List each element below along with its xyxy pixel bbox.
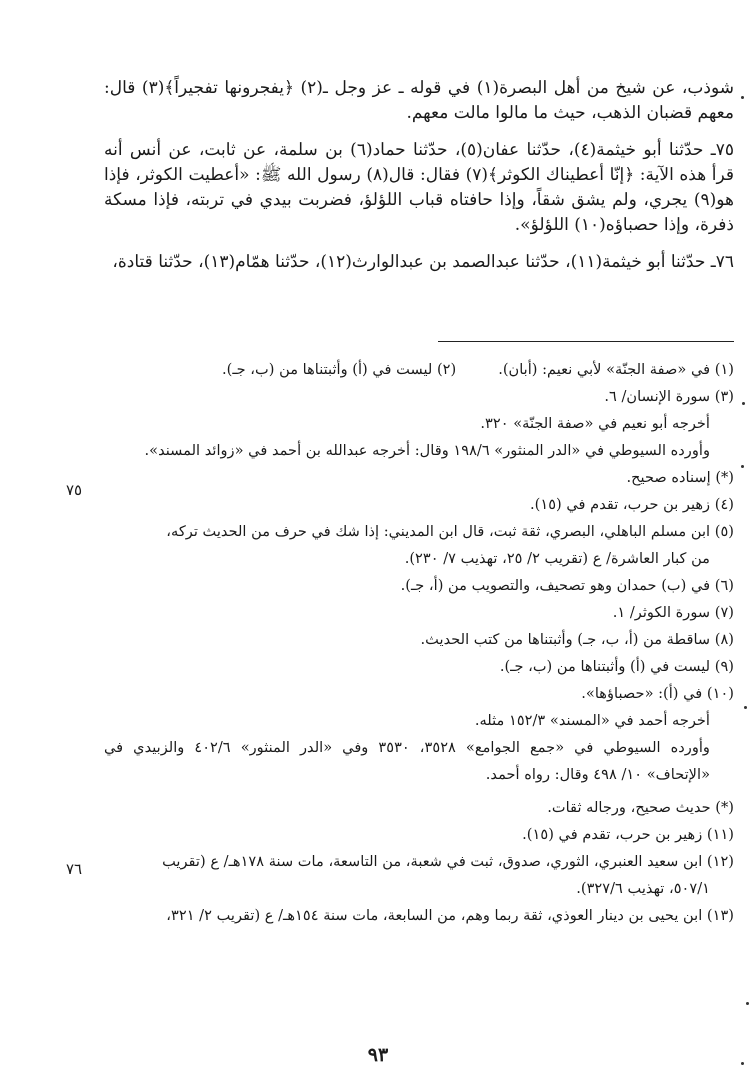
margin-number-76: ٧٦ <box>66 860 83 878</box>
margin-number-75: ٧٥ <box>66 481 83 499</box>
footnote-5-cont: من كبار العاشرة/ ع (تقريب ٢/ ٢٥، تهذيب ٧/ ٢٣٠). <box>404 550 710 567</box>
scan-speck <box>742 402 745 405</box>
footnote-row <box>104 356 734 383</box>
scan-speck <box>741 465 744 468</box>
footnotes <box>104 356 734 929</box>
footnote-5: (٥) ابن مسلم الباهلي، البصري، ثقة ثبت، قال ابن المديني: إذا شك في حرف من الحديث تركه، <box>166 523 734 540</box>
footnote-star-75: (*) إسناده صحيح. <box>626 469 734 486</box>
footnote-10-source-a: أخرجه أحمد في «المسند» ١٥٢/٣ مثله. <box>474 712 710 729</box>
footnote-10-source-b: وأورده السيوطي في «جمع الجوامع» ٣٥٢٨، ٣٥٣٠ وفي «الدر المنثور» ٤٠٢/٦ والزبيدي في «الإتحاف» ١٠/ ٤٩٨ وقال: رواه أحمد. <box>104 739 710 783</box>
footnote-7: (٧) سورة الكوثر/ ١. <box>612 604 734 621</box>
paragraph-1: شوذب، عن شيخ من أهل البصرة(١) في قوله ـ عز وجل ـ(٢) ﴿يفجرونها تفجيراً﴾(٣) قال: معهم قضبان الذهب، حيث ما مالوا مالت معهم. <box>104 78 735 123</box>
footnote-2: (٢) ليست في (أ) وأثبتناها من (ب، جـ). <box>222 361 457 378</box>
footnote-6: (٦) في (ب) حمدان وهو تصحيف، والتصويب من (أ، جـ). <box>400 577 734 594</box>
footnote-3: (٣) سورة الإنسان/ ٦. <box>604 388 734 405</box>
footnote-separator <box>438 341 734 342</box>
footnote-4: (٤) زهير بن حرب، تقدم في (١٥). <box>530 496 734 513</box>
footnote-10: (١٠) في (أ): «حصباؤها». <box>581 685 734 702</box>
footnote-star-76: (*) حديث صحيح، ورجاله ثقات. <box>547 799 734 816</box>
scan-speck <box>744 706 747 709</box>
scan-speck <box>746 1002 749 1005</box>
footnote-1: (١) في «صفة الجنّة» لأبي نعيم: (أبان). <box>498 361 734 378</box>
footnote-3-source-a: أخرجه أبو نعيم في «صفة الجنّة» ٣٢٠. <box>480 415 710 432</box>
footnote-8: (٨) ساقطة من (أ، ب، جـ) وأثبتناها من كتب الحديث. <box>420 631 734 648</box>
footnote-12: (١٢) ابن سعيد العنبري، الثوري، صدوق، ثبت في شعبة، من التاسعة، مات سنة ١٧٨هـ/ ع (تقريب <box>162 853 734 870</box>
paragraph-76: ٧٦ـ حدّثنا أبو خيثمة(١١)، حدّثنا عبدالصمد بن عبدالوارث(١٢)، حدّثنا همّام(١٣)، حدّثنا قتادة، <box>112 252 734 272</box>
footnote-13: (١٣) ابن يحيى بن دينار العوذي، ثقة ربما وهم، من السابعة، مات سنة ١٥٤هـ/ ع (تقريب ٢/ ٣٢١، <box>166 907 734 924</box>
page-number: ٩٣ <box>367 1044 389 1066</box>
scan-speck <box>741 96 744 99</box>
footnote-11: (١١) زهير بن حرب، تقدم في (١٥). <box>522 826 734 843</box>
scan-speck <box>741 1062 744 1065</box>
main-text <box>104 76 734 275</box>
paragraph-75: ٧٥ـ حدّثنا أبو خيثمة(٤)، حدّثنا عفان(٥)، حدّثنا حماد(٦) بن سلمة، عن ثابت، عن أنس أنه قرأ هذه الآية: ﴿إنّا أعطيناك الكوثر﴾(٧) فقال: قال(٨) رسول الله ﷺ: «أعطيت الكوثر، فإذا هو(٩) يجري، ولم يشق شقاً، وإذا حافتاه قباب اللؤلؤ، فضربت بيدي في تربته، فإذا مسكة ذفرة، وإذا حصباؤه(١٠) اللؤلؤ». <box>104 140 735 235</box>
footnote-3-source-b: وأورده السيوطي في «الدر المنثور» ١٩٨/٦ وقال: أخرجه عبدالله بن أحمد في «زوائد المسند». <box>144 442 710 459</box>
footnote-12-cont: ٥٠٧/١، تهذيب ٣٢٧/٦). <box>576 880 710 897</box>
footnote-9: (٩) ليست في (أ) وأثبتناها من (ب، جـ). <box>499 658 734 675</box>
